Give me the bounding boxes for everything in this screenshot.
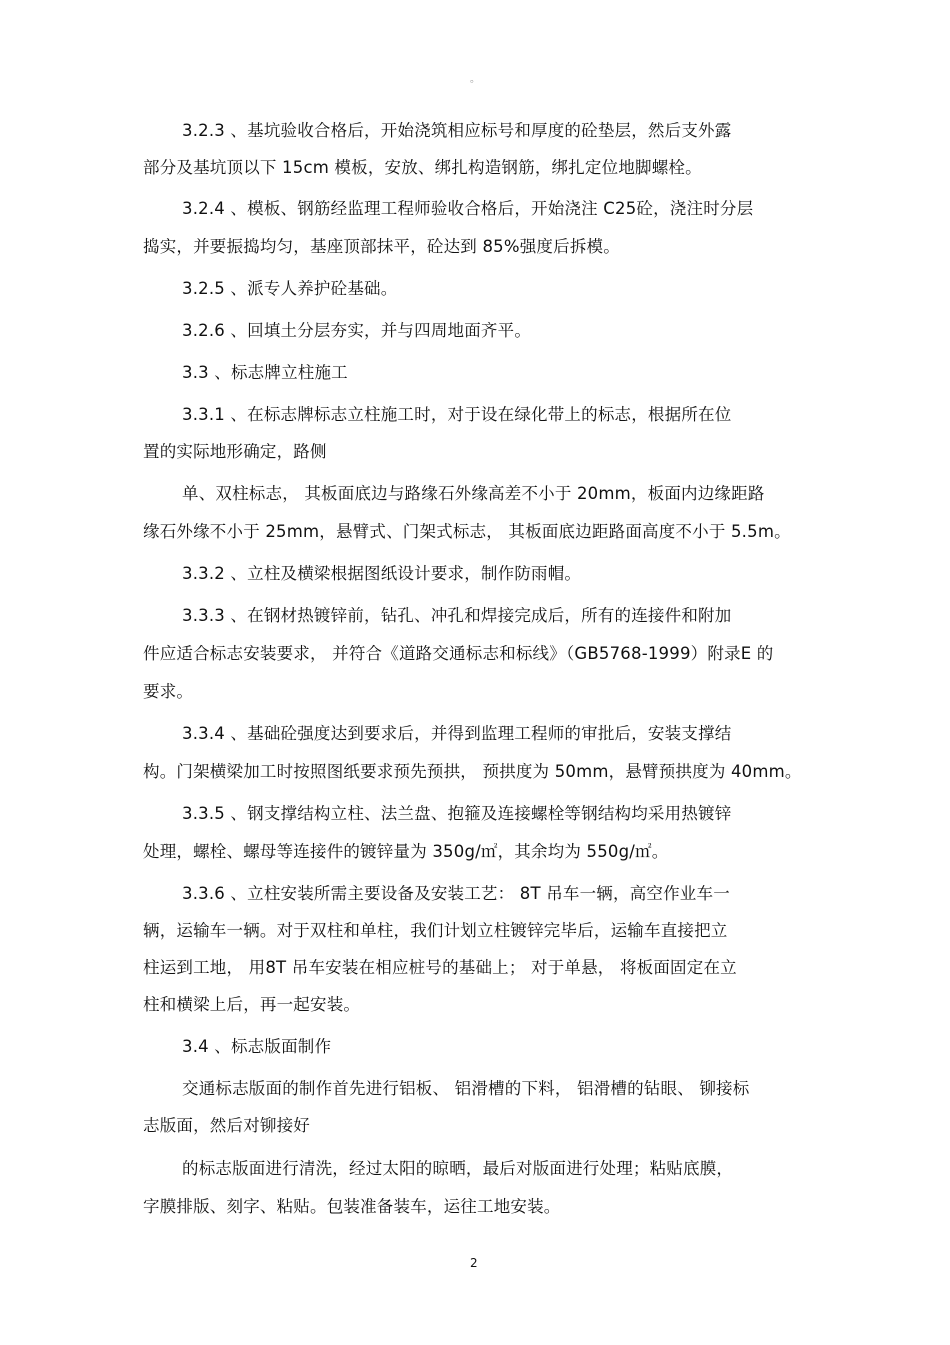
section-heading: 3.4 、标志版面制作 (182, 1037, 332, 1056)
section-heading: 3.3 、标志牌立柱施工 (182, 363, 348, 382)
text-line: 3.3.3 、在钢材热镀锌前，钻孔、冲孔和焊接完成后，所有的连接件和附加 (182, 606, 732, 625)
text-line: 志版面，然后对铆接好 (143, 1116, 310, 1135)
text-line: 柱和横梁上后，再一起安装。 (143, 995, 361, 1014)
text-line: 处理，螺栓、螺母等连接件的镀锌量为 350g/㎡，其余均为 550g/㎡。 (143, 842, 669, 861)
text-line: 3.2.6 、回填土分层夯实，并与四周地面齐平。 (182, 321, 532, 340)
text-line: 字膜排版、刻字、粘贴。包装准备装车，运往工地安装。 (143, 1197, 561, 1216)
text-line: 3.3.5 、钢支撑结构立柱、法兰盘、抱箍及连接螺栓等钢结构均采用热镀锌 (182, 804, 732, 823)
text-line: 部分及基坑顶以下 15cm 模板，安放、绑扎构造钢筋，绑扎定位地脚螺栓。 (143, 158, 702, 177)
text-line: 单、双柱标志， 其板面底边与路缘石外缘高差不小于 20mm，板面内边缘距路 (182, 484, 765, 503)
text-line: 构。门架横梁加工时按照图纸要求预先预拱， 预拱度为 50mm，悬臂预拱度为 40mm。 (143, 762, 802, 781)
text-line: 柱运到工地， 用8T 吊车安装在相应桩号的基础上； 对于单悬， 将板面固定在立 (143, 958, 737, 977)
text-line: 3.3.4 、基础砼强度达到要求后，并得到监理工程师的审批后，安装支撑结 (182, 724, 732, 743)
text-line: 3.3.2 、立柱及横梁根据图纸设计要求，制作防雨帽。 (182, 564, 582, 583)
header-mark: 。 (470, 74, 480, 85)
text-line: 3.2.3 、基坑验收合格后，开始浇筑相应标号和厚度的砼垫层，然后支外露 (182, 121, 732, 140)
text-line: 要求。 (143, 682, 194, 701)
text-line: 3.2.5 、派专人养护砼基础。 (182, 279, 398, 298)
text-line: 缘石外缘不小于 25mm，悬臂式、门架式标志， 其板面底边距路面高度不小于 5.5m。 (143, 522, 791, 541)
text-line: 辆，运输车一辆。对于双柱和单柱，我们计划立柱镀锌完毕后，运输车直接把立 (143, 921, 728, 940)
text-line: 置的实际地形确定，路侧 (143, 442, 327, 461)
text-line: 交通标志版面的制作首先进行铝板、 铝滑槽的下料， 铝滑槽的钻眼、 铆接标 (182, 1079, 750, 1098)
text-line: 件应适合标志安装要求， 并符合《道路交通标志和标线》（GB5768-1999）附录E 的 (143, 644, 774, 663)
text-line: 3.2.4 、模板、钢筋经监理工程师验收合格后，开始浇注 C25砼，浇注时分层 (182, 199, 754, 218)
text-line: 3.3.6 、立柱安装所需主要设备及安装工艺： 8T 吊车一辆，高空作业车一 (182, 884, 730, 903)
text-line: 3.3.1 、在标志牌标志立柱施工时，对于设在绿化带上的标志，根据所在位 (182, 405, 732, 424)
text-line: 捣实，并要振捣均匀，基座顶部抹平，砼达到 85%强度后拆模。 (143, 237, 620, 256)
text-line: 的标志版面进行清洗，经过太阳的晾晒，最后对版面进行处理；粘贴底膜， (182, 1159, 734, 1178)
page-number: 2 (470, 1256, 478, 1270)
